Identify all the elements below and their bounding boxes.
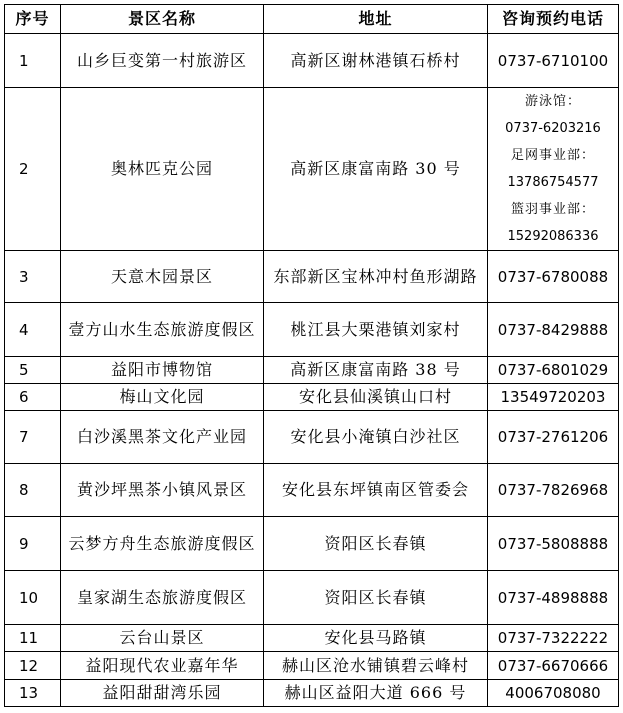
cell-name: 壹方山水生态旅游度假区 — [61, 303, 264, 357]
table-row — [5, 303, 619, 357]
header-phone: 咨询预约电话 — [488, 5, 619, 34]
header-address: 地址 — [264, 5, 488, 34]
cell-phone: 0737-6780088 — [488, 251, 619, 303]
cell-no: 7 — [5, 411, 61, 464]
cell-no: 6 — [5, 384, 61, 411]
cell-address: 高新区康富南路 38 号 — [264, 357, 488, 384]
table-row — [5, 680, 619, 707]
cell-no: 10 — [5, 571, 61, 625]
table-row — [5, 357, 619, 384]
phone-label-tennis: 足网事业部： — [510, 148, 595, 163]
table-row — [5, 652, 619, 680]
cell-address: 资阳区长春镇 — [264, 571, 488, 625]
scenic-spot-table — [4, 4, 619, 707]
cell-address: 安化县仙溪镇山口村 — [264, 384, 488, 411]
cell-name: 益阳市博物馆 — [61, 357, 264, 384]
cell-phone: 0737-2761206 — [488, 411, 619, 464]
cell-phone: 0737-7826968 — [488, 464, 619, 517]
cell-address: 桃江县大栗港镇刘家村 — [264, 303, 488, 357]
table-row — [5, 517, 619, 571]
cell-no: 8 — [5, 464, 61, 517]
cell-address: 东部新区宝林冲村鱼形湖路 — [264, 251, 488, 303]
table-header-row — [5, 5, 619, 34]
cell-phone: 0737-6710100 — [488, 34, 619, 88]
cell-phone: 0737-5808888 — [488, 517, 619, 571]
cell-phone: 13549720203 — [488, 384, 619, 411]
cell-name: 梅山文化园 — [61, 384, 264, 411]
cell-address: 安化县马路镇 — [264, 625, 488, 652]
cell-name: 山乡巨变第一村旅游区 — [61, 34, 264, 88]
cell-phone: 0737-6801029 — [488, 357, 619, 384]
cell-address: 高新区谢林港镇石桥村 — [264, 34, 488, 88]
cell-address: 安化县东坪镇南区管委会 — [264, 464, 488, 517]
phone-label-basketball: 篮羽事业部： — [510, 202, 595, 217]
cell-no: 4 — [5, 303, 61, 357]
table-row — [5, 384, 619, 411]
cell-address: 赫山区益阳大道 666 号 — [264, 680, 488, 707]
cell-name: 益阳甜甜湾乐园 — [61, 680, 264, 707]
cell-phone: 0737-4898888 — [488, 571, 619, 625]
cell-no: 9 — [5, 517, 61, 571]
cell-address: 高新区康富南路 30 号 — [264, 88, 488, 251]
table-row — [5, 464, 619, 517]
phone-number-swimming: 0737-6203216 — [505, 121, 601, 136]
cell-phone: 0737-7322222 — [488, 625, 619, 652]
cell-name: 云梦方舟生态旅游度假区 — [61, 517, 264, 571]
table-row — [5, 625, 619, 652]
cell-name: 云台山景区 — [61, 625, 264, 652]
cell-name: 白沙溪黑茶文化产业园 — [61, 411, 264, 464]
cell-phone-multi — [488, 88, 619, 251]
cell-no: 1 — [5, 34, 61, 88]
phone-number-basketball: 15292086336 — [507, 229, 599, 244]
cell-no: 13 — [5, 680, 61, 707]
phone-number-tennis: 13786754577 — [507, 175, 599, 190]
cell-no: 11 — [5, 625, 61, 652]
cell-no: 12 — [5, 652, 61, 680]
cell-name: 黄沙坪黑茶小镇风景区 — [61, 464, 264, 517]
cell-no: 5 — [5, 357, 61, 384]
cell-address: 安化县小淹镇白沙社区 — [264, 411, 488, 464]
table-row — [5, 411, 619, 464]
cell-no: 2 — [5, 88, 61, 251]
cell-name: 皇家湖生态旅游度假区 — [61, 571, 264, 625]
cell-address: 资阳区长春镇 — [264, 517, 488, 571]
cell-phone: 4006708080 — [488, 680, 619, 707]
cell-address: 赫山区沧水铺镇碧云峰村 — [264, 652, 488, 680]
cell-phone: 0737-6670666 — [488, 652, 619, 680]
scenic-table-container — [4, 4, 619, 707]
table-row — [5, 571, 619, 625]
table-row — [5, 88, 619, 251]
header-name: 景区名称 — [61, 5, 264, 34]
table-row — [5, 251, 619, 303]
header-no: 序号 — [5, 5, 61, 34]
cell-phone: 0737-8429888 — [488, 303, 619, 357]
cell-name: 天意木园景区 — [61, 251, 264, 303]
phone-label-swimming: 游泳馆： — [524, 94, 581, 109]
table-body — [5, 34, 619, 707]
cell-no: 3 — [5, 251, 61, 303]
cell-name: 奥林匹克公园 — [61, 88, 264, 251]
cell-name: 益阳现代农业嘉年华 — [61, 652, 264, 680]
table-row — [5, 34, 619, 88]
